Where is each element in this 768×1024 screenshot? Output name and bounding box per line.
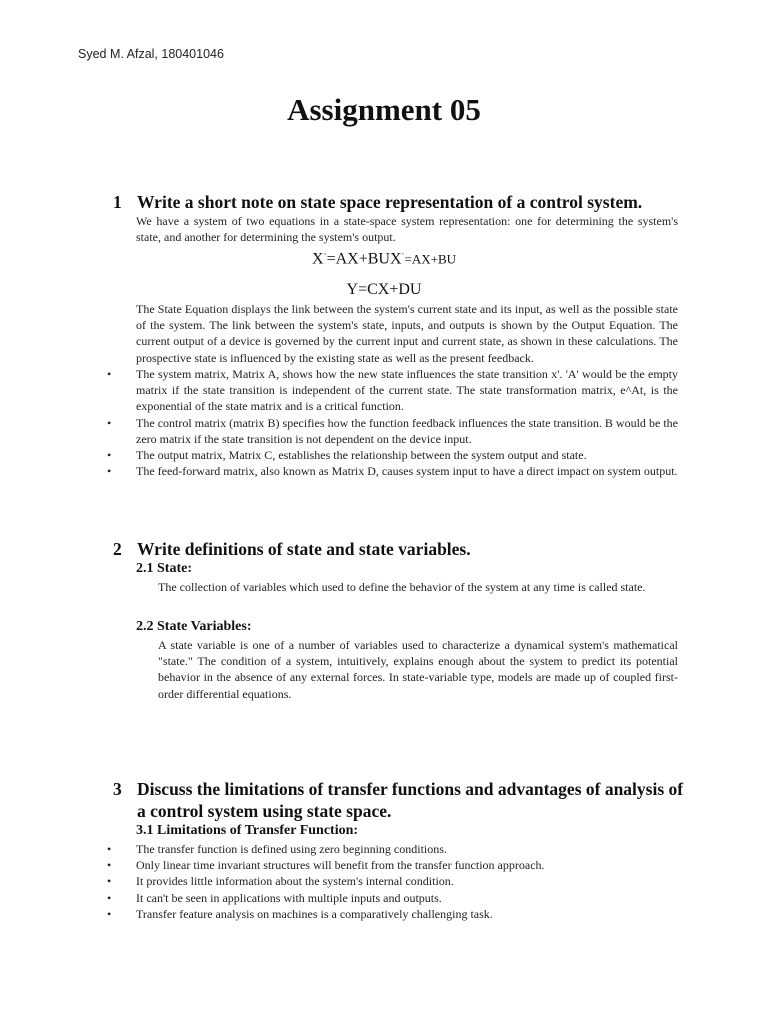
q2-number: 2 — [113, 539, 122, 559]
bullet-item — [107, 857, 678, 873]
bullet-text: The output matrix, Matrix C, establishes the relationship between the system output and state. — [136, 448, 587, 463]
bullet-item — [107, 873, 678, 889]
bullet-text: It provides little information about the system's internal condition. — [136, 874, 454, 889]
q2-2-heading: 2.2 State Variables: — [136, 619, 252, 634]
bullet-text: The feed-forward matrix, also known as Matrix D, causes system input to have a direct impact on system output. — [136, 464, 678, 479]
state-equation-x: X — [312, 250, 324, 268]
output-equation: Y=CX+DU — [346, 281, 422, 298]
q2-1-text: The collection of variables which used to define the behavior of the system at any time is called state. — [158, 580, 646, 594]
bullet-item — [107, 415, 678, 447]
bullet-dot-icon: • — [107, 858, 112, 873]
bullet-dot-icon: • — [107, 874, 112, 889]
bullet-text: The system matrix, Matrix A, shows how the new state influences the state transition x'. 'A' would be the empty matrix if the state transition is independent of the current state. The state transformation matrix, e^At, is the exponential of the state matrix and is a critical function. — [136, 367, 678, 414]
bullet-text: The transfer function is defined using zero beginning conditions. — [136, 842, 447, 856]
state-equation-mid: =AX+BUX — [326, 250, 402, 268]
state-equation: X·=AX+BUX·=AX+BU — [312, 249, 456, 268]
q3-heading-line2: a control system using state space. — [137, 801, 392, 821]
page-title: Assignment 05 — [287, 92, 481, 127]
q1-number: 1 — [113, 192, 122, 212]
q1-bullet-list — [107, 366, 678, 479]
q1-paragraph: The State Equation displays the link between the system's current state and its input, as well as the possible state of the system. The link between the system's state, inputs, and outputs is shown by the Output Equation. The current output of a device is governed by the current input and current state, as shown in these calculations. The prospective state is influenced by the existing state as well as the present feedback. — [136, 302, 678, 365]
bullet-item — [107, 447, 678, 463]
bullet-text: The control matrix (matrix B) specifies how the function feedback influences the state transition. B would be the zero matrix if the state transition is not dependent on the device input. — [136, 415, 678, 446]
q2-heading-text: Write definitions of state and state variables. — [137, 539, 471, 559]
bullet-item — [107, 890, 678, 906]
bullet-item — [107, 841, 678, 857]
bullet-dot-icon: • — [107, 367, 112, 381]
bullet-text: It can't be seen in applications with multiple inputs and outputs. — [136, 890, 442, 905]
q3-heading-line1: Discuss the limitations of transfer functions and advantages of analysis of — [137, 779, 684, 799]
q1-heading-text: Write a short note on state space representation of a control system. — [137, 192, 643, 212]
q3-bullet-list — [107, 841, 678, 922]
state-equation-end: =AX+BU — [404, 251, 456, 267]
bullet-dot-icon: • — [107, 906, 112, 921]
q3-1-heading: 3.1 Limitations of Transfer Function: — [136, 823, 359, 838]
bullet-item — [107, 906, 678, 922]
author-line: Syed M. Afzal, 180401046 — [78, 47, 224, 61]
bullet-dot-icon: • — [107, 464, 112, 479]
bullet-dot-icon: • — [107, 842, 112, 856]
q1-intro: We have a system of two equations in a state-space system representation: one for determining the system's state, and another for determining the system's output. — [136, 214, 678, 245]
q3-number: 3 — [113, 779, 122, 799]
q2-2-text: A state variable is one of a number of variables used to characterize a dynamical system's mathematical "state." The condition of a system, intuitively, explains enough about the system to predict its potential behavior in the absence of any external forces. In state-variable type, models are made up of coupled first-order differential equations. — [158, 638, 678, 701]
bullet-text: Transfer feature analysis on machines is a comparatively challenging task. — [136, 906, 493, 921]
bullet-dot-icon: • — [107, 448, 112, 463]
bullet-item — [107, 366, 678, 415]
q2-1-heading: 2.1 State: — [136, 561, 192, 576]
bullet-text: Only linear time invariant structures will benefit from the transfer function approach. — [136, 858, 545, 873]
bullet-dot-icon: • — [107, 415, 112, 430]
bullet-dot-icon: • — [107, 890, 112, 905]
bullet-item — [107, 463, 678, 479]
